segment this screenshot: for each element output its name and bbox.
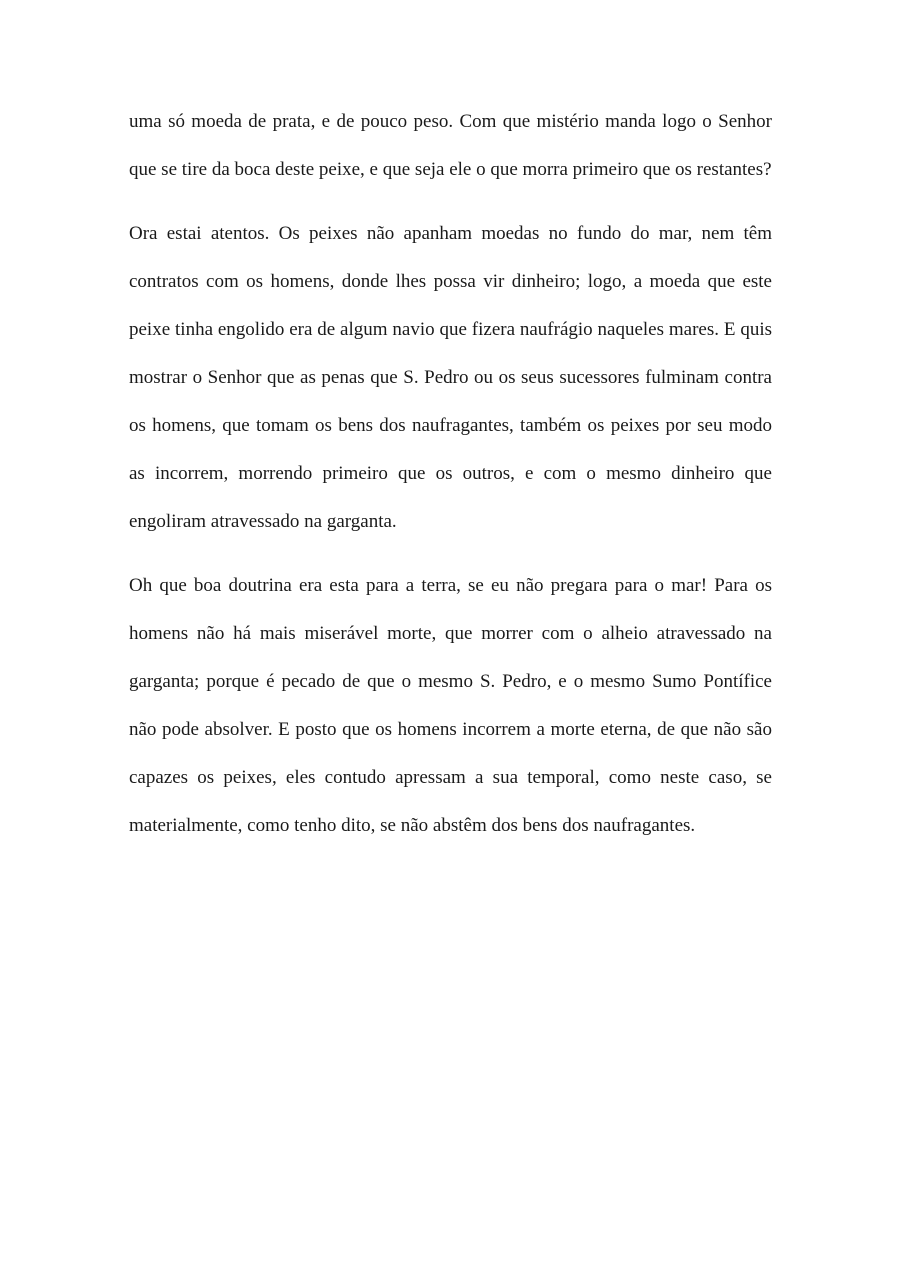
paragraph-2: Ora estai atentos. Os peixes não apanham moedas no fundo do mar, nem têm contratos com os homens, donde lhes possa vir dinheiro; logo, a moeda que este peixe tinha engolido era de algum navio que fizera naufrágio naqueles mares. E quis mostrar o Senhor que as penas que S. Pedro ou os seus sucessores fulminam contra os homens, que tomam os bens dos naufragantes, também os peixes por seu modo as incorrem, morrendo primeiro que os outros, e com o mesmo dinheiro que engoliram atravessado na garganta. — [129, 223, 772, 532]
paragraph-1: uma só moeda de prata, e de pouco peso. Com que mistério manda logo o Senhor que se tire da boca deste peixe, e que seja ele o que morra primeiro que os restantes? — [129, 111, 772, 180]
body-text — [129, 98, 772, 866]
paragraph-3: Oh que boa doutrina era esta para a terra, se eu não pregara para o mar! Para os homens não há mais miserável morte, que morrer com o alheio atravessado na garganta; porque é pecado de que o mesmo S. Pedro, e o mesmo Sumo Pontífice não pode absolver. E posto que os homens incorrem a morte eterna, de que não são capazes os peixes, eles contudo apressam a sua temporal, como neste caso, se materialmente, como tenho dito, se não abstêm dos bens dos naufragantes. — [129, 575, 772, 836]
